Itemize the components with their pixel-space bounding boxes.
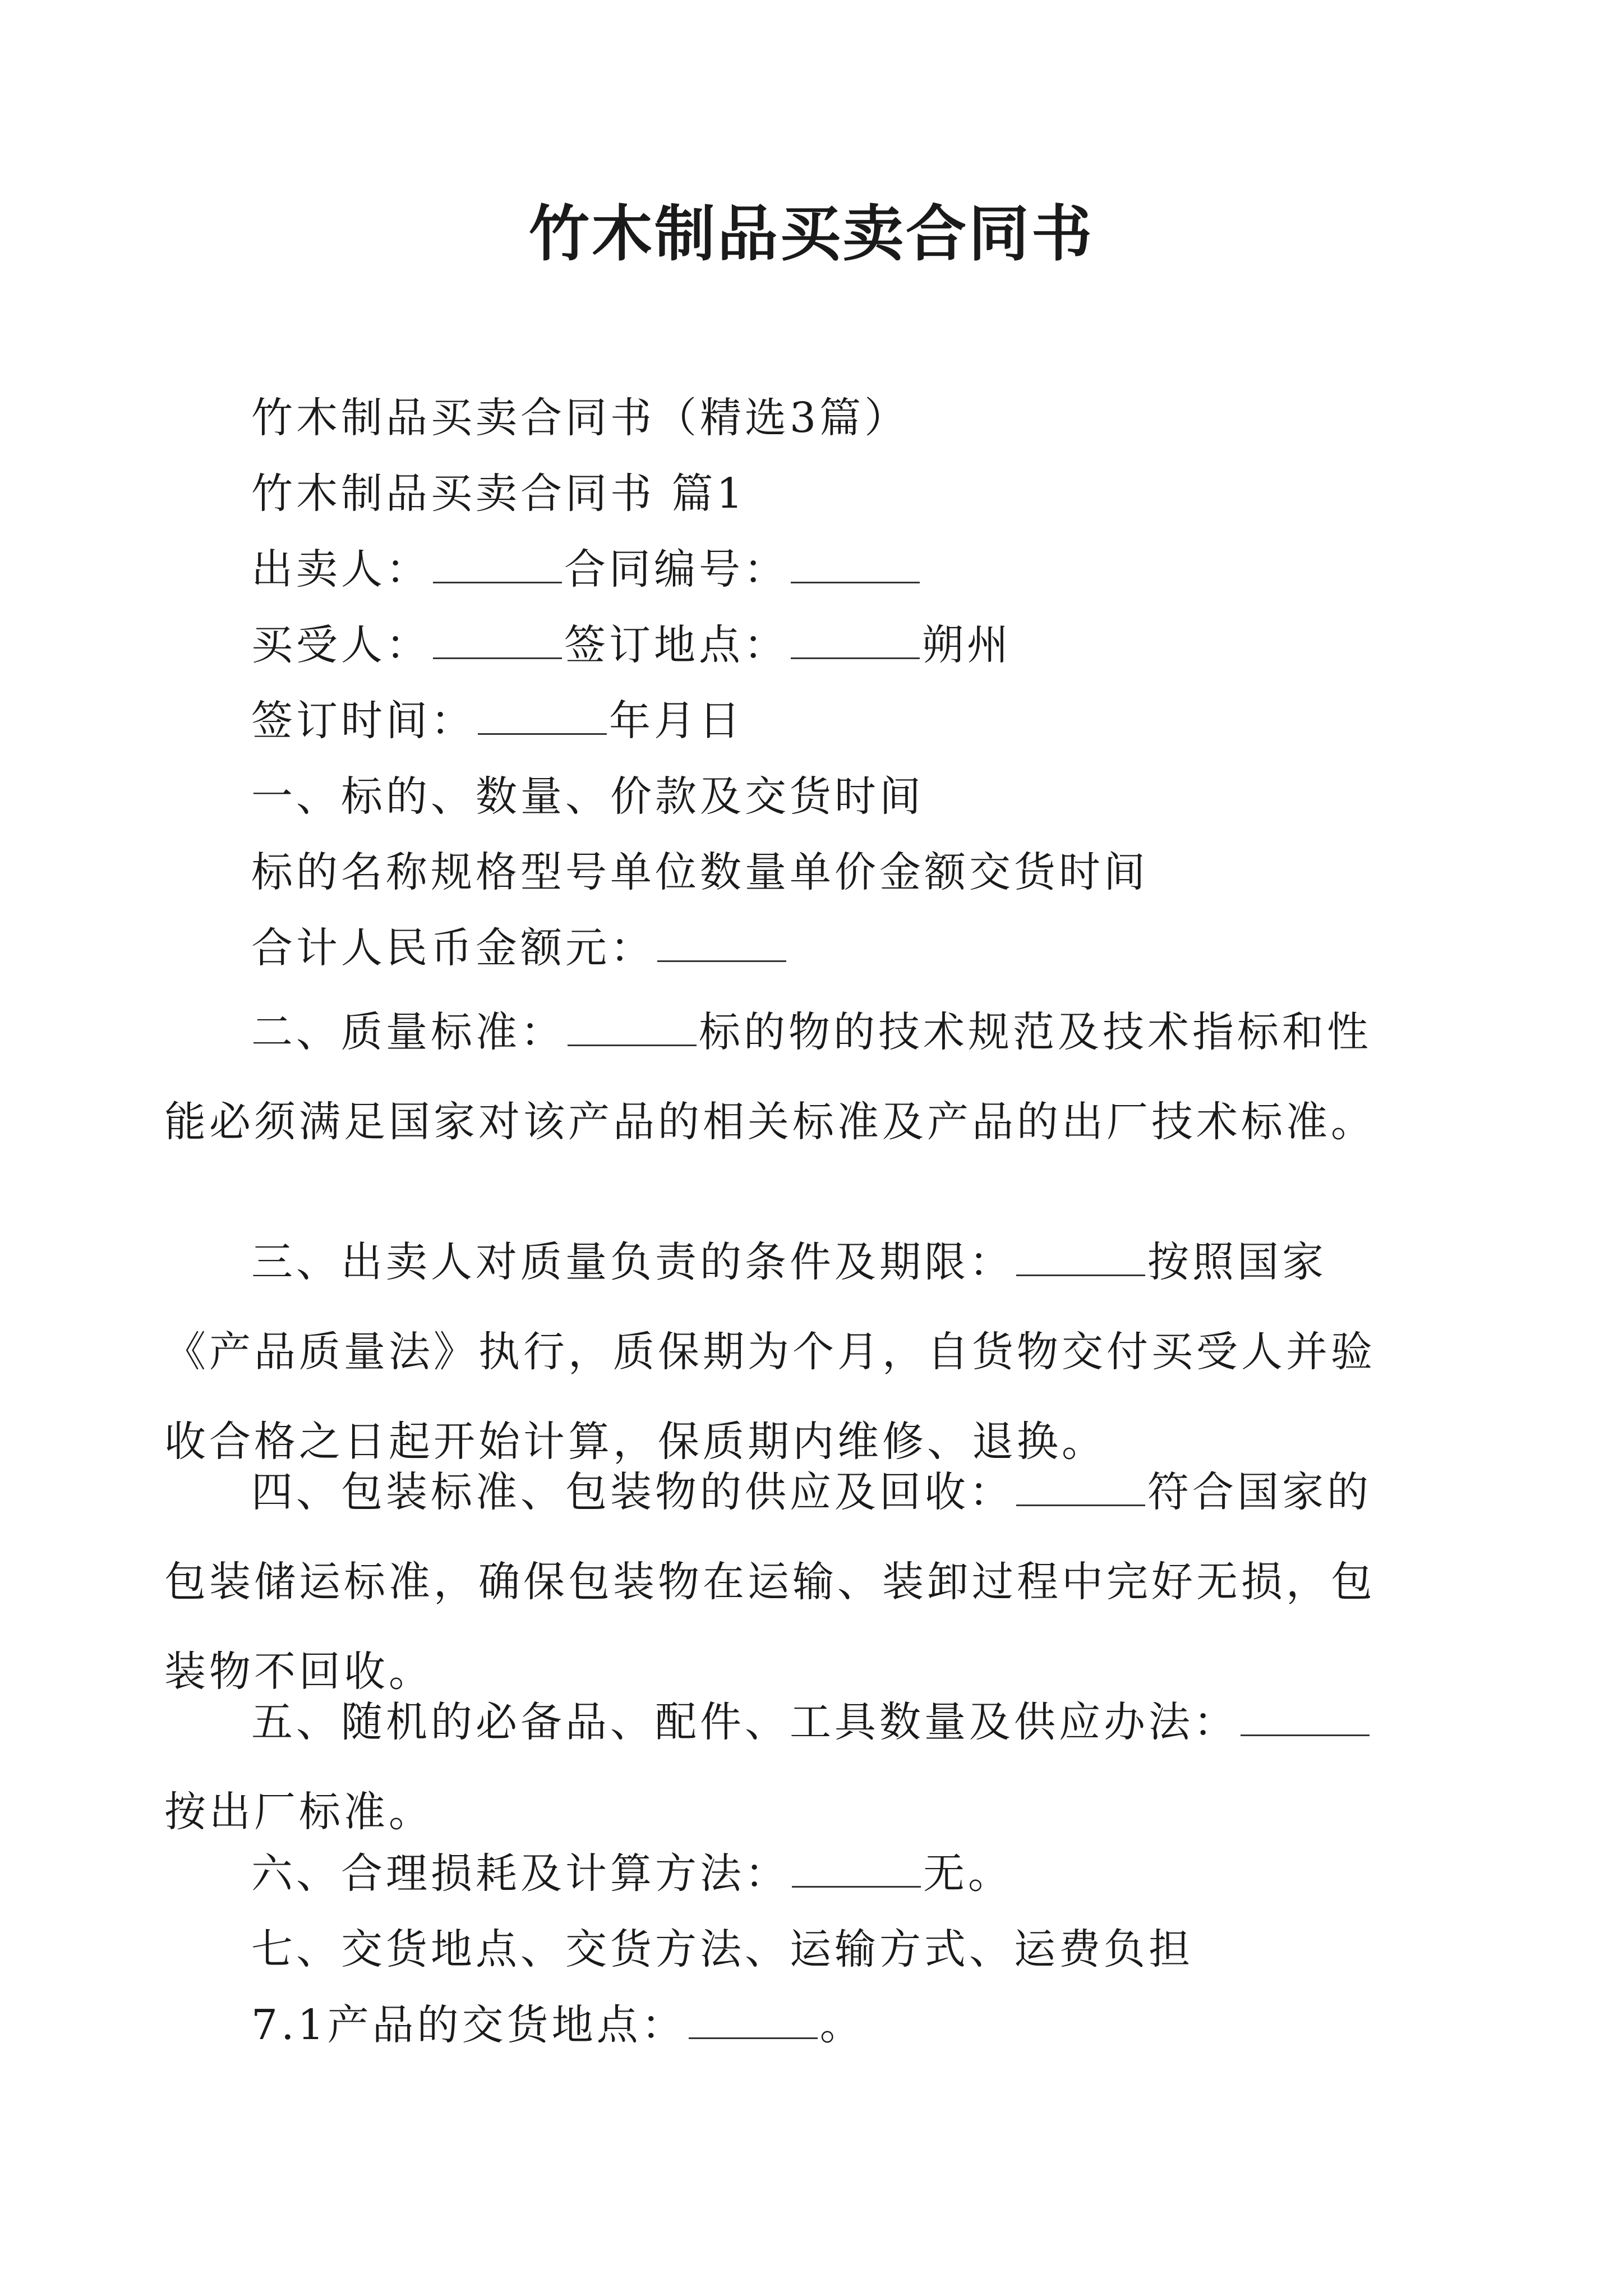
clause5-body: 按出厂标准。 <box>164 1788 434 1836</box>
sign-place-label: 签订地点： <box>564 621 789 669</box>
clause2-blank <box>568 1011 697 1046</box>
total-blank <box>657 927 786 962</box>
seller-blank <box>433 548 562 583</box>
clause2-label: 二、质量标准： <box>251 1008 565 1056</box>
clause7-1-text <box>251 1980 1390 2070</box>
clause2-text <box>164 987 1390 1167</box>
clause1-heading: 一、标的、数量、价款及交货时间 <box>251 772 924 821</box>
clause7-1-blank <box>689 2004 818 2039</box>
clause4-text <box>164 1447 1390 1717</box>
clause5-label: 五、随机的必备品、配件、工具数量及供应办法： <box>251 1698 1238 1746</box>
document-title: 竹木制品买卖合同书 <box>528 199 1094 269</box>
sign-time-blank <box>478 700 607 735</box>
clause6-body: 无。 <box>923 1849 1013 1898</box>
clause5-blank <box>1241 1701 1370 1736</box>
clause2-body: 标的物的技术规范及技术指标和性能必须满足国家对该产品的相关标准及产品的出厂技术标准。 <box>164 1008 1376 1146</box>
clause6-blank <box>792 1852 921 1888</box>
clause7-1-label: 7.1产品的交货地点： <box>251 2001 686 2049</box>
clause1-columns: 标的名称规格型号单位数量单价金额交货时间 <box>251 848 1149 896</box>
clause3-blank <box>1016 1241 1145 1276</box>
clause4-label: 四、包装标准、包装物的供应及回收： <box>251 1468 1014 1516</box>
clause4-body: 符合国家的包装储运标准，确保包装物在运输、装卸过程中完好无损，包装物不回收。 <box>164 1468 1376 1696</box>
total-label: 合计人民币金额元： <box>251 924 655 972</box>
clause3-body: 按照国家《产品质量法》执行，质保期为个月，自货物交付买受人并验收合格之日起开始计算，保质期内维修、退换。 <box>164 1238 1376 1466</box>
total-line <box>251 903 1390 993</box>
sign-place-blank <box>791 624 920 659</box>
section-heading: 竹木制品买卖合同书 篇1 <box>251 470 746 518</box>
contract-no-blank <box>791 548 920 583</box>
clause6-label: 六、合理损耗及计算方法： <box>251 1849 790 1898</box>
clause3-text <box>164 1217 1390 1487</box>
sign-time-suffix: 年月日 <box>609 697 744 745</box>
buyer-blank <box>433 624 562 659</box>
clause3-label: 三、出卖人对质量负责的条件及期限： <box>251 1238 1014 1286</box>
clause4-blank <box>1016 1471 1145 1506</box>
clause7-heading: 七、交货地点、交货方法、运输方式、运费负担 <box>251 1925 1193 1973</box>
seller-label: 出卖人： <box>251 545 431 593</box>
buyer-label: 买受人： <box>251 621 431 669</box>
clause7-1-end: 。 <box>819 2001 865 2049</box>
sign-place-value: 朔州 <box>922 621 1012 669</box>
sign-time-label: 签订时间： <box>251 697 476 745</box>
subtitle: 竹木制品买卖合同书（精选3篇） <box>251 394 910 442</box>
contract-no-label: 合同编号： <box>564 545 789 593</box>
